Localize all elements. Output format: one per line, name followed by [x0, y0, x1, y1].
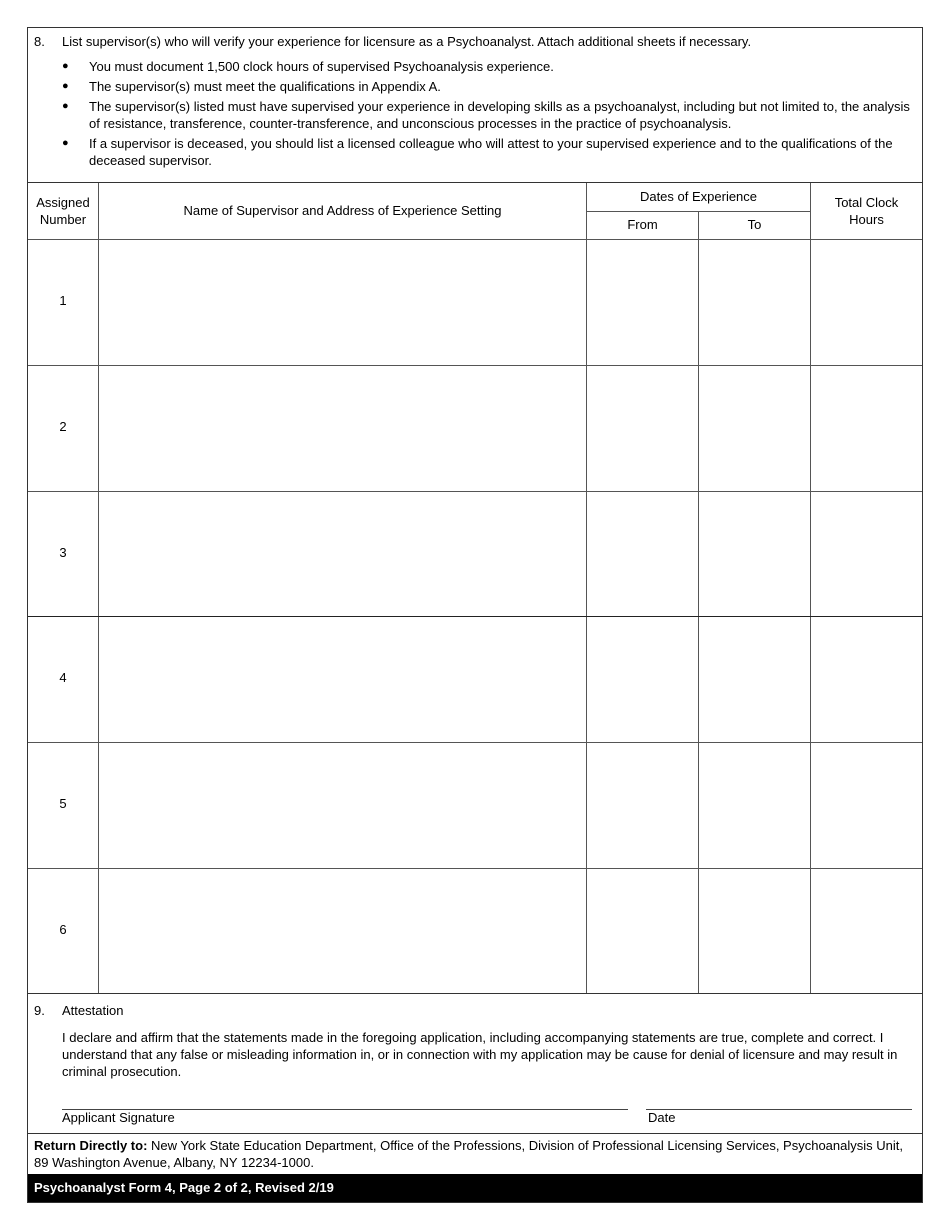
date-line[interactable] [646, 1109, 912, 1110]
header-total-clock-hours: Total Clock Hours [834, 195, 899, 227]
bullet-icon: ● [62, 60, 69, 72]
signature-label: Applicant Signature [62, 1110, 175, 1125]
from-date-field[interactable] [587, 240, 698, 365]
section-9-number: 9. [34, 1003, 45, 1018]
list-item: ● The supervisor(s) listed must have supervised your experience in developing skills as a psychoanalyst, including but not limited to, the analysis of resistance, transference, counter-transference, and unconscious processes in the practice of psychoanalysis. [62, 99, 910, 131]
clock-hours-field[interactable] [811, 366, 922, 491]
supervisor-table [28, 182, 922, 993]
supervisor-name-field[interactable] [99, 869, 586, 993]
row-number: 5 [59, 796, 67, 811]
row-number: 3 [59, 545, 67, 560]
list-item: ● You must document 1,500 clock hours of supervised Psychoanalysis experience. [62, 59, 554, 74]
from-date-field[interactable] [587, 869, 698, 993]
supervisor-name-field[interactable] [99, 492, 586, 616]
section-8-intro: List supervisor(s) who will verify your experience for licensure as a Psychoanalyst. Attach additional sheets if necessary. [62, 34, 752, 49]
supervisor-name-field[interactable] [99, 240, 586, 365]
header-dates-of-experience: Dates of Experience [639, 189, 758, 204]
section-8 [28, 28, 922, 182]
return-address-text: New York State Education Department, Office of the Professions, Division of Professional Licensing Services, Psychoanalysis Unit, 89 Washington Avenue, Albany, NY 12234-1000. [34, 1138, 903, 1170]
clock-hours-field[interactable] [811, 240, 922, 365]
from-date-field[interactable] [587, 492, 698, 616]
return-address [28, 1133, 922, 1174]
return-label: Return Directly to: [34, 1138, 148, 1153]
list-item: ● If a supervisor is deceased, you should list a licensed colleague who will attest to your supervised experience and to the qualifications of the deceased supervisor. [62, 136, 893, 168]
header-to: To [747, 217, 762, 232]
form-footer: Psychoanalyst Form 4, Page 2 of 2, Revised 2/19 [28, 1174, 922, 1202]
supervisor-name-field[interactable] [99, 743, 586, 868]
row-number: 1 [59, 293, 67, 308]
attestation-title: Attestation [62, 1003, 124, 1018]
supervisor-name-field[interactable] [99, 366, 586, 491]
row-number: 2 [59, 419, 67, 434]
from-date-field[interactable] [587, 743, 698, 868]
supervisor-name-field[interactable] [99, 617, 586, 742]
date-label: Date [648, 1110, 676, 1125]
attestation-statement: I declare and affirm that the statements made in the foregoing application, including accompanying statements are true, complete and correct. I understand that any false or misleading information in, or in connection with my application may be cause for denial of licensure and may result in criminal prosecution. [62, 1030, 898, 1079]
section-8-number: 8. [34, 34, 45, 49]
bullet-icon: ● [62, 100, 69, 112]
from-date-field[interactable] [587, 366, 698, 491]
to-date-field[interactable] [699, 492, 810, 616]
requirements-list [62, 58, 918, 172]
header-supervisor-name: Name of Supervisor and Address of Experience Setting [183, 203, 502, 218]
section-9-attestation [28, 993, 922, 1133]
to-date-field[interactable] [699, 869, 810, 993]
clock-hours-field[interactable] [811, 869, 922, 993]
list-item: ● The supervisor(s) must meet the qualifications in Appendix A. [62, 79, 441, 94]
header-divider [587, 211, 810, 212]
clock-hours-field[interactable] [811, 492, 922, 616]
clock-hours-field[interactable] [811, 617, 922, 742]
to-date-field[interactable] [699, 617, 810, 742]
row-number: 4 [59, 670, 67, 685]
bullet-icon: ● [62, 80, 69, 92]
to-date-field[interactable] [699, 240, 810, 365]
header-from: From [627, 217, 658, 232]
header-assigned-number: Assigned Number [36, 195, 90, 227]
row-number: 6 [59, 922, 67, 937]
bullet-icon: ● [62, 137, 69, 149]
from-date-field[interactable] [587, 617, 698, 742]
to-date-field[interactable] [699, 743, 810, 868]
form-page [27, 27, 923, 1203]
clock-hours-field[interactable] [811, 743, 922, 868]
to-date-field[interactable] [699, 366, 810, 491]
